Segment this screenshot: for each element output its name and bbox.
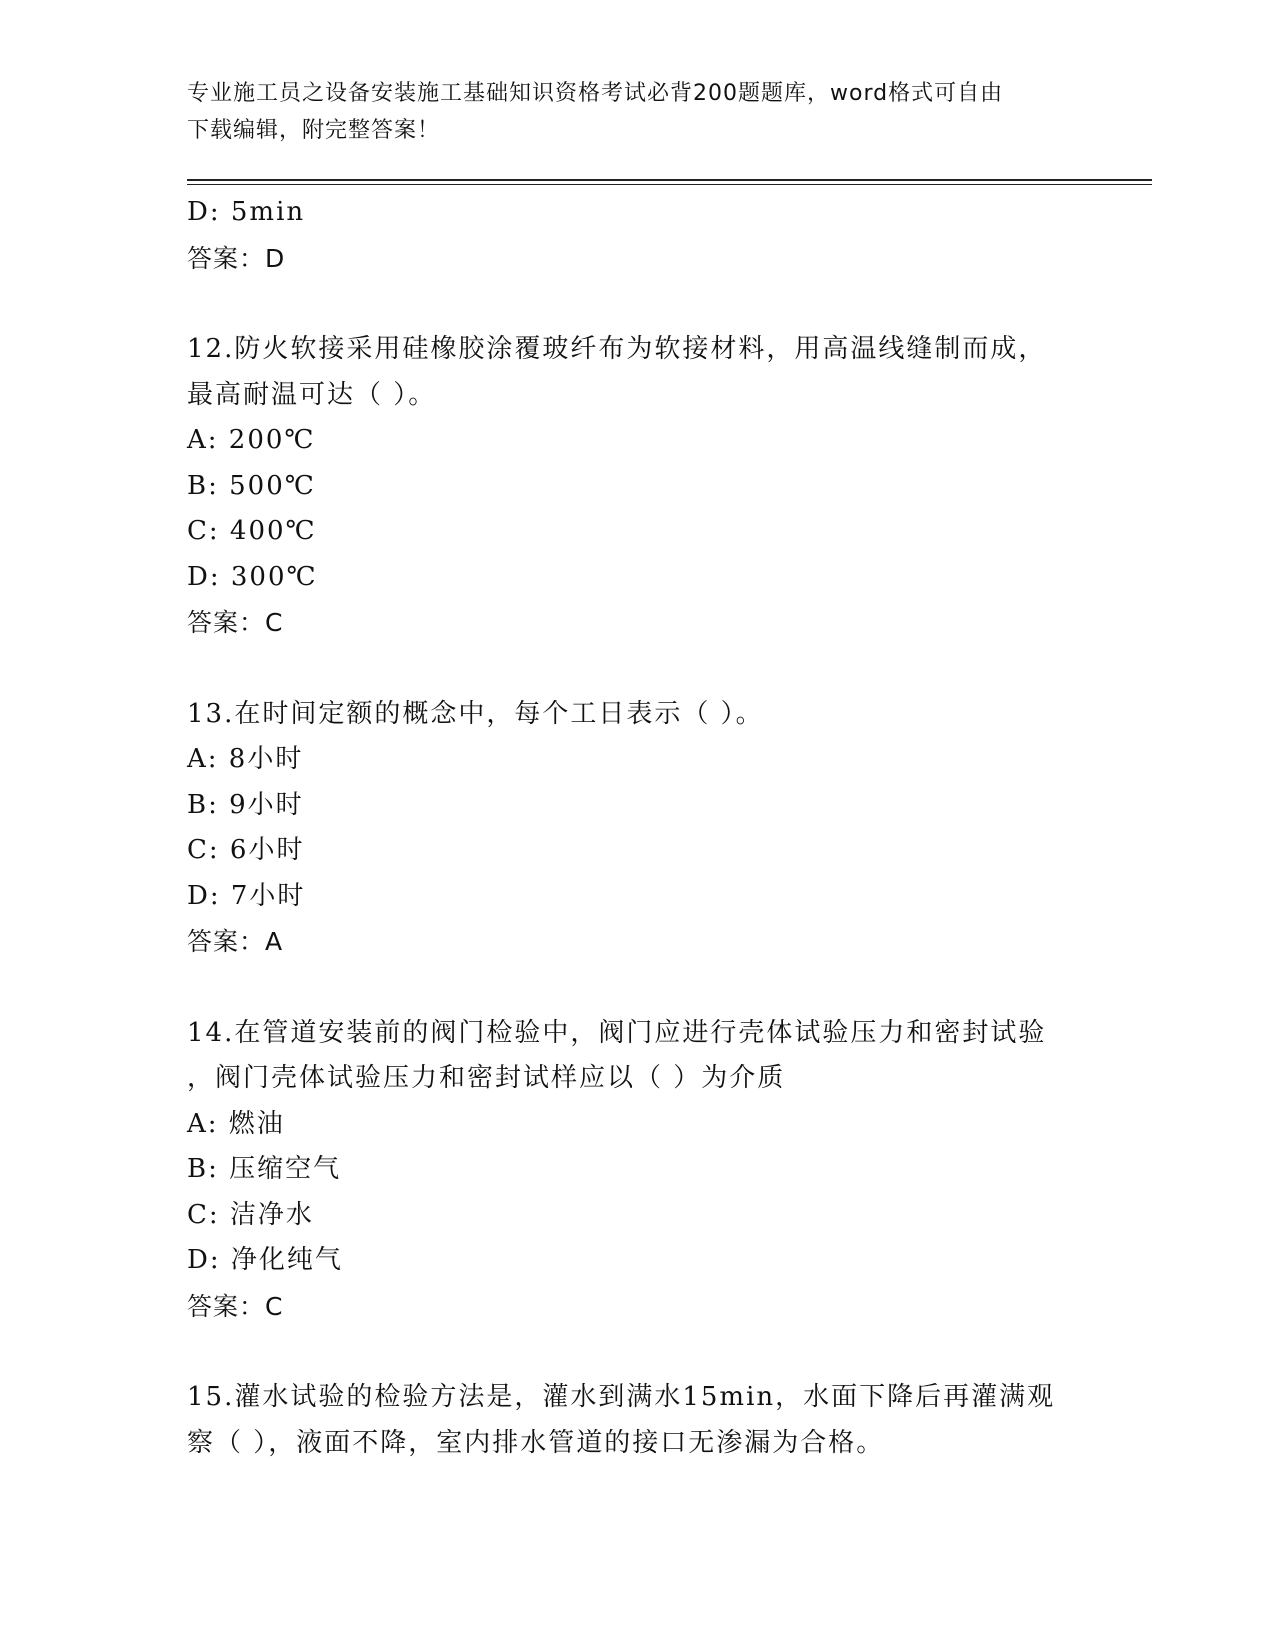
- q14-answer: 答案：C: [187, 1291, 284, 1321]
- q13-option-d: D: 7小时: [187, 880, 306, 911]
- header-divider-thick: [187, 179, 1152, 181]
- q14-option-c: C: 洁净水: [187, 1199, 314, 1230]
- question-12: [187, 327, 1087, 646]
- q12-answer: 答案：C: [187, 608, 284, 637]
- q14-stem-line-2: ，阀门壳体试验压力和密封试样应以（ ）为介质: [187, 1063, 786, 1093]
- q14-option-a: A: 燃油: [187, 1108, 285, 1139]
- q13-answer: 答案：A: [187, 927, 284, 956]
- q11-option-d: D: 5min: [187, 197, 306, 227]
- q12-stem-line-1: 12.防火软接采用硅橡胶涂覆玻纤布为软接材料，用高温线缝制而成，: [187, 334, 1047, 364]
- header-title-line-1: 专业施工员之设备安装施工基础知识资格考试必背200题题库，word格式可自由: [187, 81, 1004, 106]
- q11-answer: 答案：D: [187, 243, 286, 273]
- spacer: [187, 646, 1087, 692]
- q12-option-b: B: 500℃: [187, 470, 316, 501]
- question-15: [187, 1375, 1087, 1466]
- q15-stem-line-1: 15.灌水试验的检验方法是，灌水到满水15min，水面下降后再灌满观: [187, 1382, 1056, 1412]
- q12-option-d: D: 300℃: [187, 561, 318, 592]
- q14-option-d: D: 净化纯气: [187, 1245, 343, 1275]
- spacer: [187, 1329, 1087, 1375]
- q14-option-b: B: 压缩空气: [187, 1154, 342, 1184]
- q13-option-a: A: 8小时: [187, 744, 304, 774]
- q12-stem-line-2: 最高耐温可达（ ）。: [187, 379, 437, 410]
- q13-option-c: C: 6小时: [187, 835, 305, 865]
- q15-stem-line-2: 察（ ），液面不降，室内排水管道的接口无渗漏为合格。: [187, 1427, 885, 1458]
- header-divider-thin: [187, 184, 1152, 185]
- question-13: [187, 692, 1087, 965]
- document-header: [187, 75, 1087, 149]
- q12-option-a: A: 200℃: [187, 425, 316, 455]
- q14-stem-line-1: 14.在管道安装前的阀门检验中，阀门应进行壳体试验压力和密封试验: [187, 1017, 1047, 1048]
- question-14: [187, 1011, 1087, 1330]
- question-list: [187, 190, 1087, 1466]
- q12-option-c: C: 400℃: [187, 516, 317, 546]
- spacer: [187, 281, 1087, 327]
- q13-stem-line-1: 13.在时间定额的概念中，每个工日表示（ ）。: [187, 698, 764, 729]
- spacer: [187, 965, 1087, 1011]
- header-title-line-2: 下载编辑，附完整答案！: [187, 118, 441, 143]
- q13-option-b: B: 9小时: [187, 789, 304, 820]
